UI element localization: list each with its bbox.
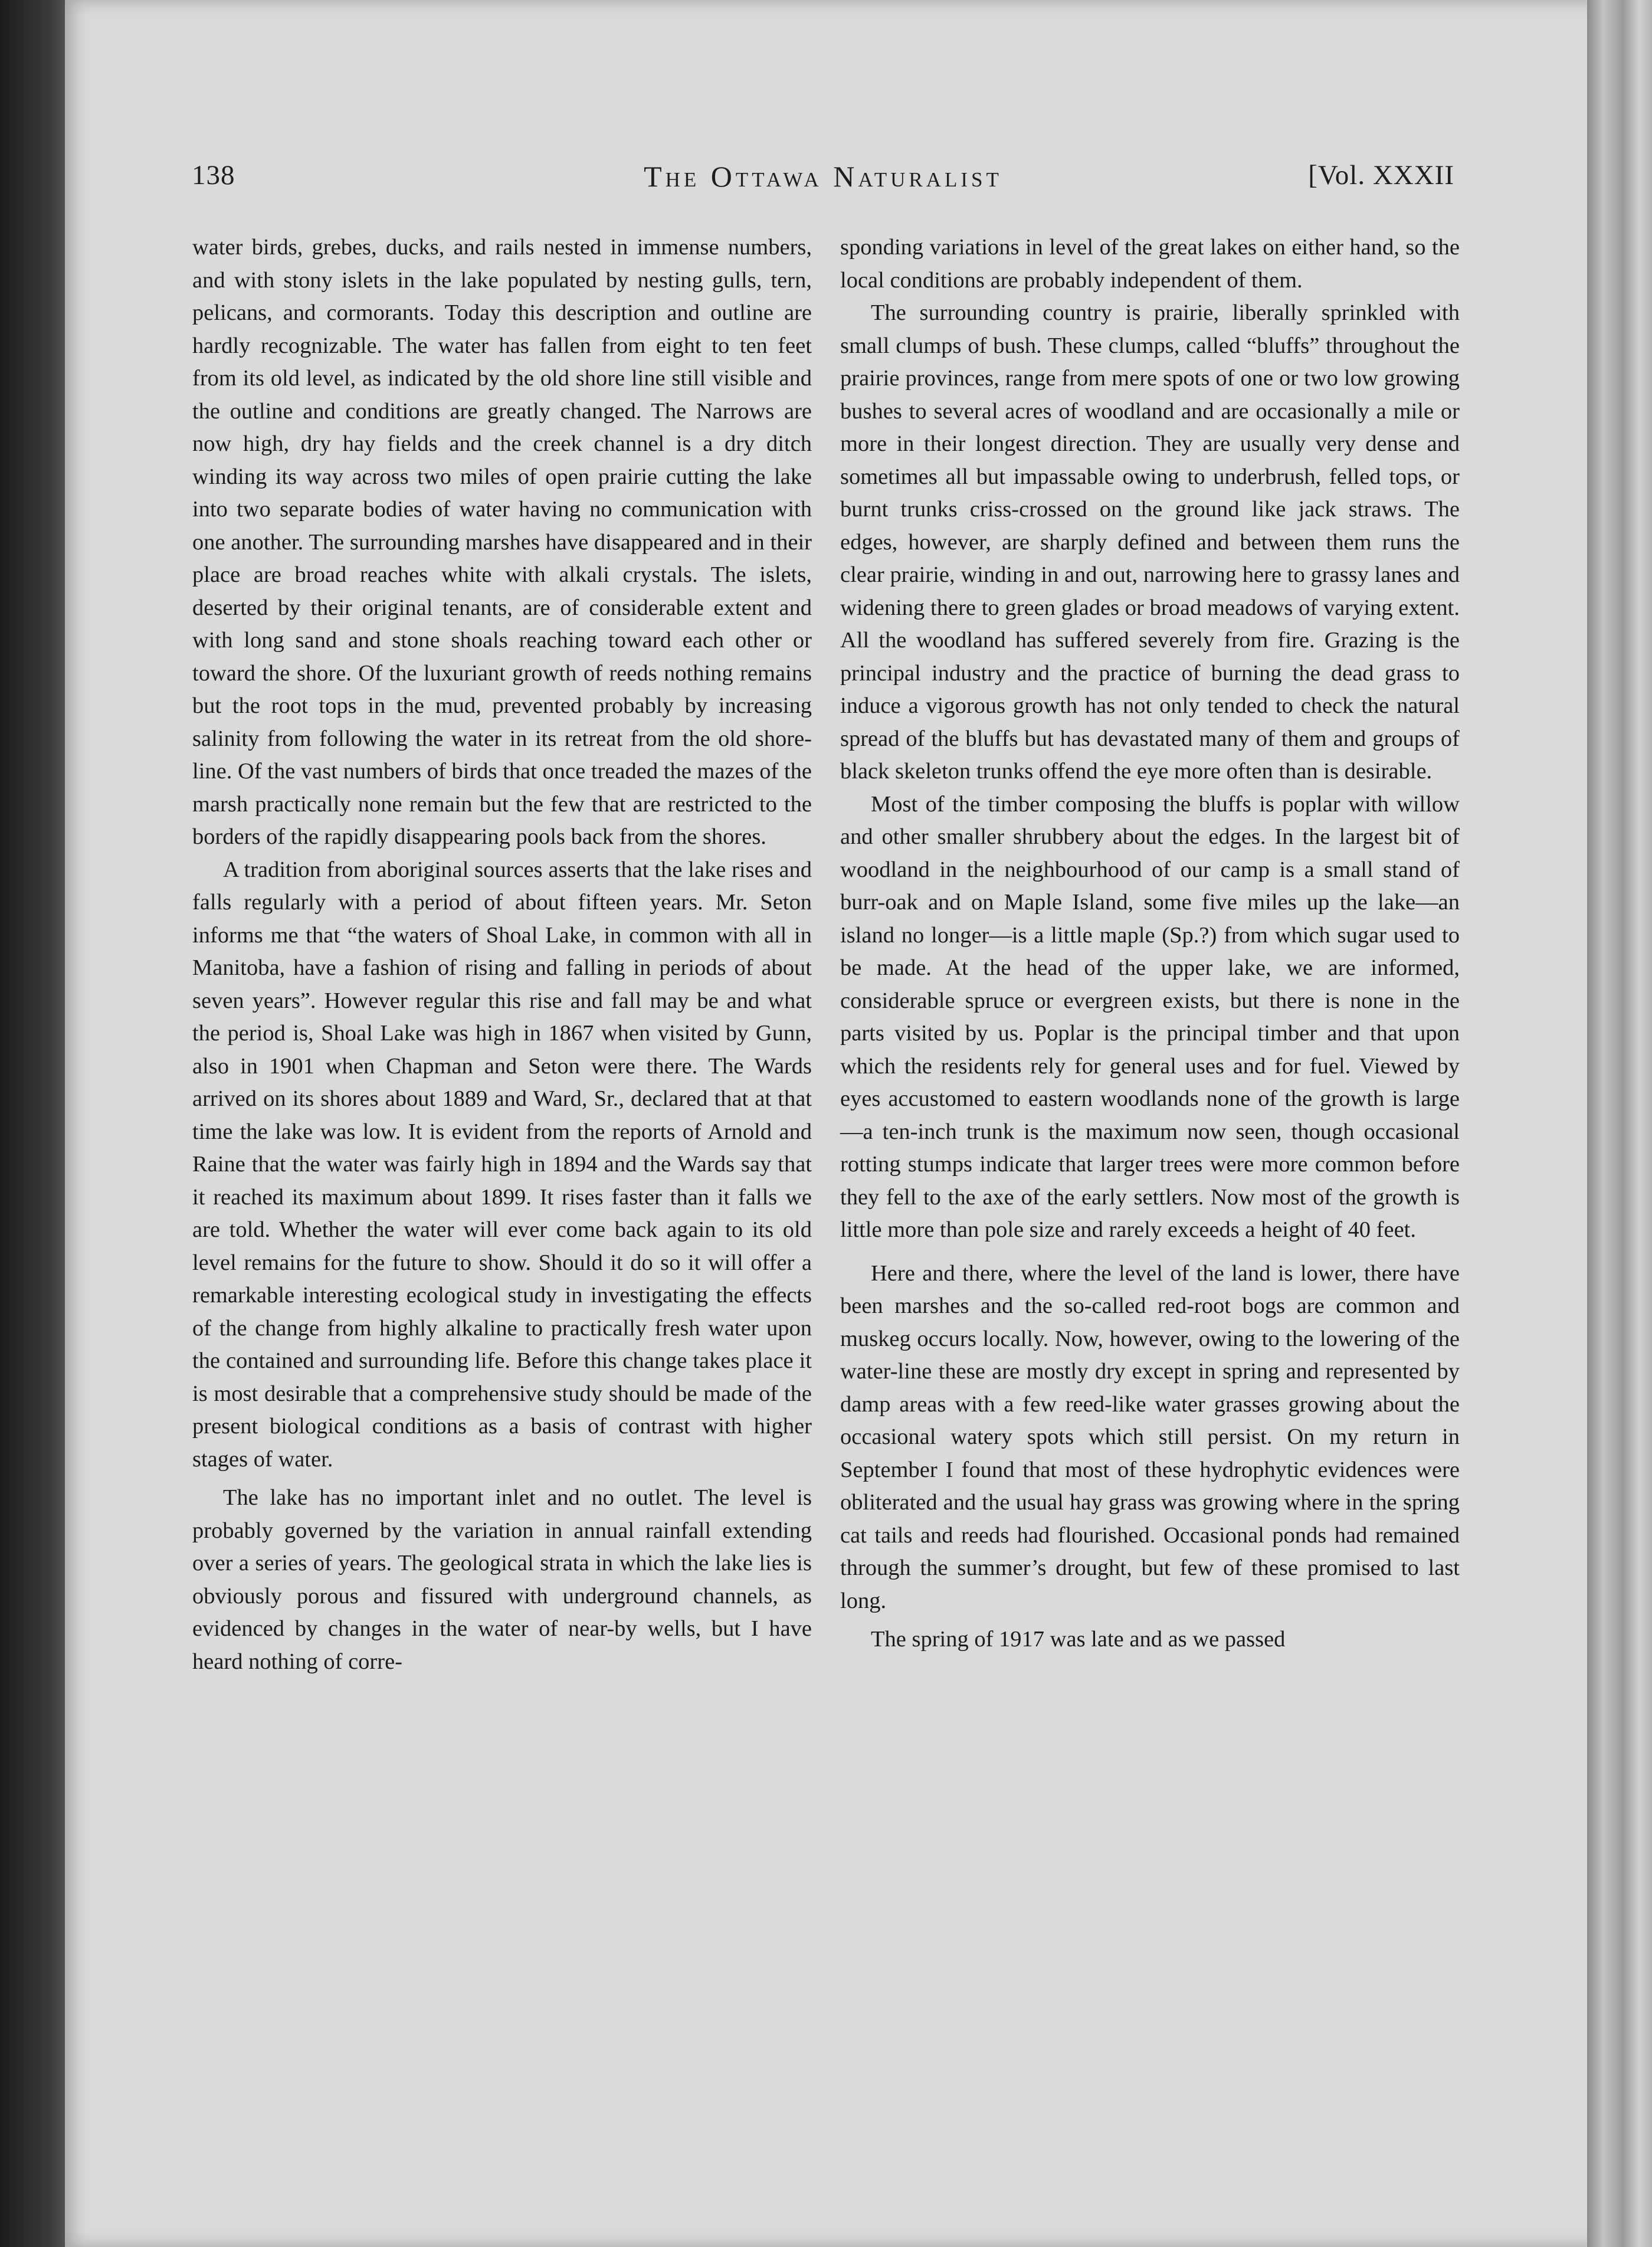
paragraph: Here and there, where the level of the land is lower, there have been marshes and the so-called red-root bogs are common and muskeg occurs locally. Now, however, owing to the lowering of the water-line these are mostly dry except in spring and represented by damp areas with a few reed-like water grasses growing about the occasional watery spots which still persist. On my return in September I found that most of these hydrophytic evidences were obliterated and the usual hay grass was growing where in the spring cat tails and reeds had flourished. Occasional ponds had remained through the summer’s drought, but few of these promised to last long. — [840, 1260, 1460, 1613]
paragraph: The surrounding country is prairie, liberally sprinkled with small clumps of bush. These clumps, called “bluffs” throughout the prairie provinces, range from mere spots of one or two low growing bushes to several acres of woodland and are occasionally a mile or more in their longest direction. They are usually very dense and sometimes all but impassable owing to underbrush, felled tops, or burnt trunks criss-crossed on the ground like jack straws. The edges, however, are sharply defined and between them runs the clear prairie, winding in and out, narrowing here to grassy lanes and widening there to green glades or broad meadows of varying extent. All the woodland has suffered severely from fire. Grazing is the principal industry and the practice of burning the dead grass to induce a vigorous growth has not only tended to check the natural spread of the bluffs but has devastated many of them and groups of black skeleton trunks offend the eye more often than is desirable. — [840, 300, 1460, 784]
paragraph: A tradition from aboriginal sources asserts that the lake rises and falls regularly with a period of about fifteen years. Mr. Seton informs me that “the waters of Shoal Lake, in common with all in Manitoba, have a fashion of rising and falling in periods of about seven years”. However regular this rise and fall may be and what the period is, Shoal Lake was high in 1867 when visited by Gunn, also in 1901 when Chapman and Seton were there. The Wards arrived on its shores about 1889 and Ward, Sr., declared that at that time the lake was low. It is evident from the reports of Arnold and Raine that the water was fairly high in 1894 and the Wards say that it reached its maximum about 1899. It rises faster than it falls we are told. Whether the water will ever come back again to its old level remains for the future to show. Should it do so it will offer a remarkable interesting ecological study in investigating the effects of the change from highly alkaline to practically fresh water upon the contained and surrounding life. Before this change takes place it is most desirable that a comprehensive study should be made of the present biological conditions as a basis of contrast with higher stages of water. — [192, 857, 812, 1472]
scan-dark-margin — [0, 0, 71, 2247]
volume-label: [Vol. XXXII — [1308, 160, 1454, 191]
paragraph: The lake has no important inlet and no outlet. The level is probably governed by the variation in annual rainfall extending over a series of years. The geological strata in which the lake lies is obviously porous and fissured with underground channels, as evidenced by changes in the water of near-by wells, but I have heard nothing of corre- — [192, 1485, 812, 1674]
paragraph: sponding variations in level of the great lakes on either hand, so the local conditions are probably independent of them. — [840, 235, 1460, 293]
running-head — [192, 159, 1454, 201]
left-text-column — [192, 231, 812, 1678]
journal-title: The Ottawa Naturalist — [644, 160, 1002, 193]
page-number: 138 — [192, 160, 235, 191]
page-edge-shadow — [1587, 0, 1652, 2247]
paragraph: Most of the timber composing the bluffs is poplar with willow and other smaller shrubbery about the edges. In the largest bit of woodland in the neighbourhood of our camp is a small stand of burr-oak and on Maple Island, some five miles up the lake—an island no longer—is a little maple (Sp.?) from which sugar used to be made. At the head of the upper lake, we are informed, considerable spruce or evergreen exists, but there is none in the parts visited by us. Poplar is the principal timber and that upon which the residents rely for general uses and for fuel. Viewed by eyes accustomed to eastern woodlands none of the growth is large—a ten-inch trunk is the maximum now seen, though occasional rotting stumps indicate that larger trees were more common before they fell to the axe of the early settlers. Now most of the growth is little more than pole size and rarely exceeds a height of 40 feet. — [840, 791, 1460, 1242]
right-text-column — [840, 231, 1460, 1656]
paragraph: water birds, grebes, ducks, and rails nested in immense numbers, and with stony islets in the lake populated by nesting gulls, tern, pelicans, and cormorants. Today this description and outline are hardly recognizable. The water has fallen from eight to ten feet from its old level, as indicated by the old shore line still visible and the outline and conditions are greatly changed. The Narrows are now high, dry hay fields and the creek channel is a dry ditch winding its way across two miles of open prairie cutting the lake into two separate bodies of water having no communication with one another. The surrounding marshes have disappeared and in their place are broad reaches white with alkali crystals. The islets, deserted by their original tenants, are of considerable extent and with long sand and stone shoals reaching toward each other or toward the shore. Of the luxuriant growth of reeds nothing remains but the root tops in the mud, prevented probably by increasing salinity from following the water in its retreat from the old shore-line. Of the vast numbers of birds that once treaded the mazes of the marsh practically none remain but the few that are restricted to the borders of the rapidly disappearing pools back from the shores. — [192, 235, 812, 849]
paragraph: The spring of 1917 was late and as we passed — [871, 1627, 1286, 1652]
